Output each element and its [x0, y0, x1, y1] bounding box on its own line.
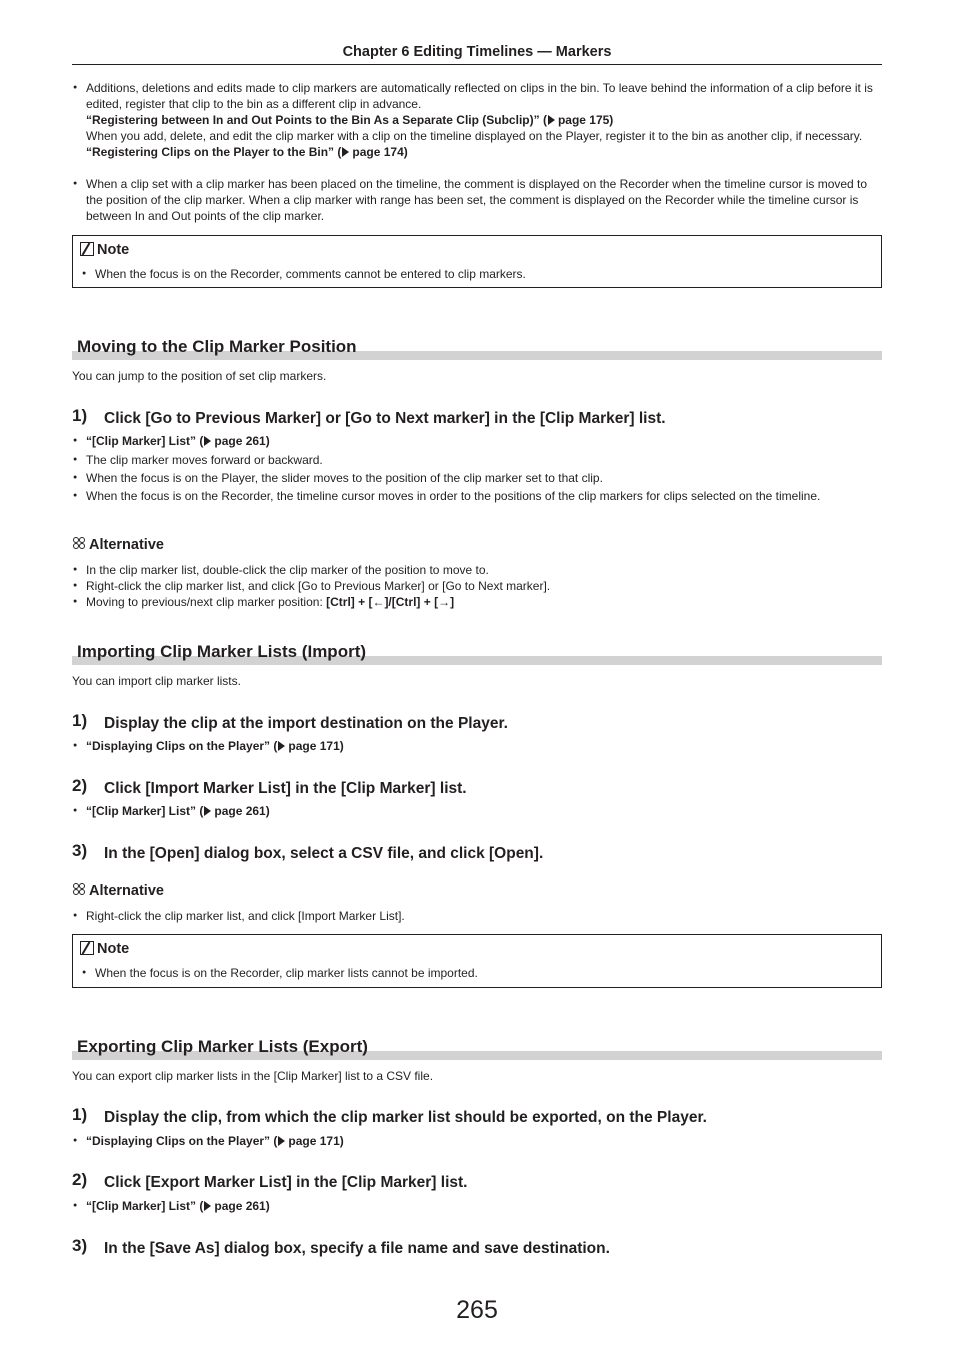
step-text: Display the clip, from which the clip marker list should be exported, on the Player.: [104, 1109, 707, 1126]
section-title-export: Exporting Clip Marker Lists (Export): [77, 1037, 368, 1056]
clip-marker-list-reference-link[interactable]: ● “[Clip Marker] List” ( page 261): [73, 803, 883, 819]
list-item: ● When the focus is on the Player, the slider moves to the position of the clip marker set to that clip.: [73, 470, 883, 486]
clip-marker-list-reference-link[interactable]: ● “[Clip Marker] List” ( page 261): [73, 1198, 883, 1214]
list-item: ● In the clip marker list, double-click the clip marker of the position to move to.: [73, 562, 883, 578]
page-arrow-icon: [342, 147, 349, 157]
alternative-title: Alternative: [73, 537, 164, 553]
intro-bullet-2: ● When a clip set with a clip marker has been placed on the timeline, the comment is displayed on the Recorder when the timeline cursor is moved to the position of the clip marker. When a clip marker with range has been set, the comment is displayed on the Recorder while the timeline cursor is between In and Out points of the clip marker.: [73, 176, 883, 224]
alternative-icon: [73, 883, 86, 896]
intro-bullet-1-text: ● Additions, deletions and edits made to clip markers are automatically reflected on clips in the bin. To leave behind the information of a clip before it is edited, register that clip to the bin as a different clip in advance.: [86, 81, 873, 111]
step-number: 1): [72, 1105, 88, 1124]
section-title-moving: Moving to the Clip Marker Position: [77, 337, 357, 356]
chapter-header: Chapter 6 Editing Timelines — Markers: [342, 44, 612, 60]
step-text: In the [Open] dialog box, select a CSV file, and click [Open].: [104, 845, 544, 862]
section-intro: You can jump to the position of set clip markers.: [72, 369, 327, 383]
step-text: In the [Save As] dialog box, specify a file name and save destination.: [104, 1240, 610, 1257]
clip-marker-list-reference-link[interactable]: ● “[Clip Marker] List” ( page 261): [73, 433, 883, 449]
step-text: Display the clip at the import destination on the Player.: [104, 715, 508, 732]
step-number: 3): [72, 1236, 88, 1255]
note-box: [72, 235, 882, 288]
page-arrow-icon: [278, 1136, 285, 1146]
displaying-clips-reference-link[interactable]: ● “Displaying Clips on the Player” ( page 171): [73, 738, 883, 754]
step-number: 3): [72, 841, 88, 860]
list-item: ● Right-click the clip marker list, and click [Import Marker List].: [73, 908, 883, 924]
alternative-title: Alternative: [73, 883, 164, 899]
page-arrow-icon: [204, 1201, 211, 1211]
intro-bullet-1-text2: When you add, delete, and edit the clip marker with a clip on the timeline displayed on the Player, register it to the bin as another clip, if necessary.: [86, 129, 863, 143]
page-number: 265: [456, 1296, 498, 1324]
alternative-icon: [73, 537, 86, 550]
note-icon: [80, 941, 94, 955]
step-number: 2): [72, 776, 88, 795]
header-rule: [72, 64, 882, 65]
note-text: ● When the focus is on the Recorder, comments cannot be entered to clip markers.: [82, 266, 526, 282]
page-arrow-icon: [548, 115, 555, 125]
page-arrow-icon: [278, 741, 285, 751]
section-intro: You can import clip marker lists.: [72, 674, 241, 688]
page-arrow-icon: [204, 436, 211, 446]
list-item: ● Right-click the clip marker list, and click [Go to Previous Marker] or [Go to Next marker].: [73, 578, 883, 594]
register-clips-reference-link[interactable]: “Registering Clips on the Player to the Bin” ( page 174): [86, 145, 408, 159]
note-box: [72, 934, 882, 988]
note-text: ● When the focus is on the Recorder, clip marker lists cannot be imported.: [82, 965, 478, 981]
displaying-clips-reference-link[interactable]: ● “Displaying Clips on the Player” ( page 171): [73, 1133, 883, 1149]
subclip-reference-link[interactable]: “Registering between In and Out Points to the Bin As a Separate Clip (Subclip)” ( page 175): [86, 113, 614, 127]
step-number: 1): [72, 406, 88, 425]
section-title-import: Importing Clip Marker Lists (Import): [77, 642, 367, 661]
section-intro: You can export clip marker lists in the [Clip Marker] list to a CSV file.: [72, 1069, 434, 1083]
step-number: 2): [72, 1170, 88, 1189]
note-icon: [80, 242, 94, 256]
step-text: Click [Export Marker List] in the [Clip Marker] list.: [104, 1174, 468, 1191]
list-item: ● Moving to previous/next clip marker position: [Ctrl] + [←]/[Ctrl] + [→]: [73, 594, 883, 610]
shortcut-keys: [Ctrl] + [←]/[Ctrl] + [→]: [326, 595, 455, 609]
note-title: Note: [80, 941, 129, 957]
step-text: Click [Import Marker List] in the [Clip Marker] list.: [104, 780, 467, 797]
note-title: Note: [80, 242, 129, 258]
intro-bullet-1: [73, 80, 883, 160]
page-arrow-icon: [204, 806, 211, 816]
list-item: ● The clip marker moves forward or backward.: [73, 452, 883, 468]
step-text: Click [Go to Previous Marker] or [Go to Next marker] in the [Clip Marker] list.: [104, 410, 666, 427]
step-number: 1): [72, 711, 88, 730]
list-item: ● When the focus is on the Recorder, the timeline cursor moves in order to the positions of the clip markers for clips selected on the timeline.: [73, 488, 883, 504]
